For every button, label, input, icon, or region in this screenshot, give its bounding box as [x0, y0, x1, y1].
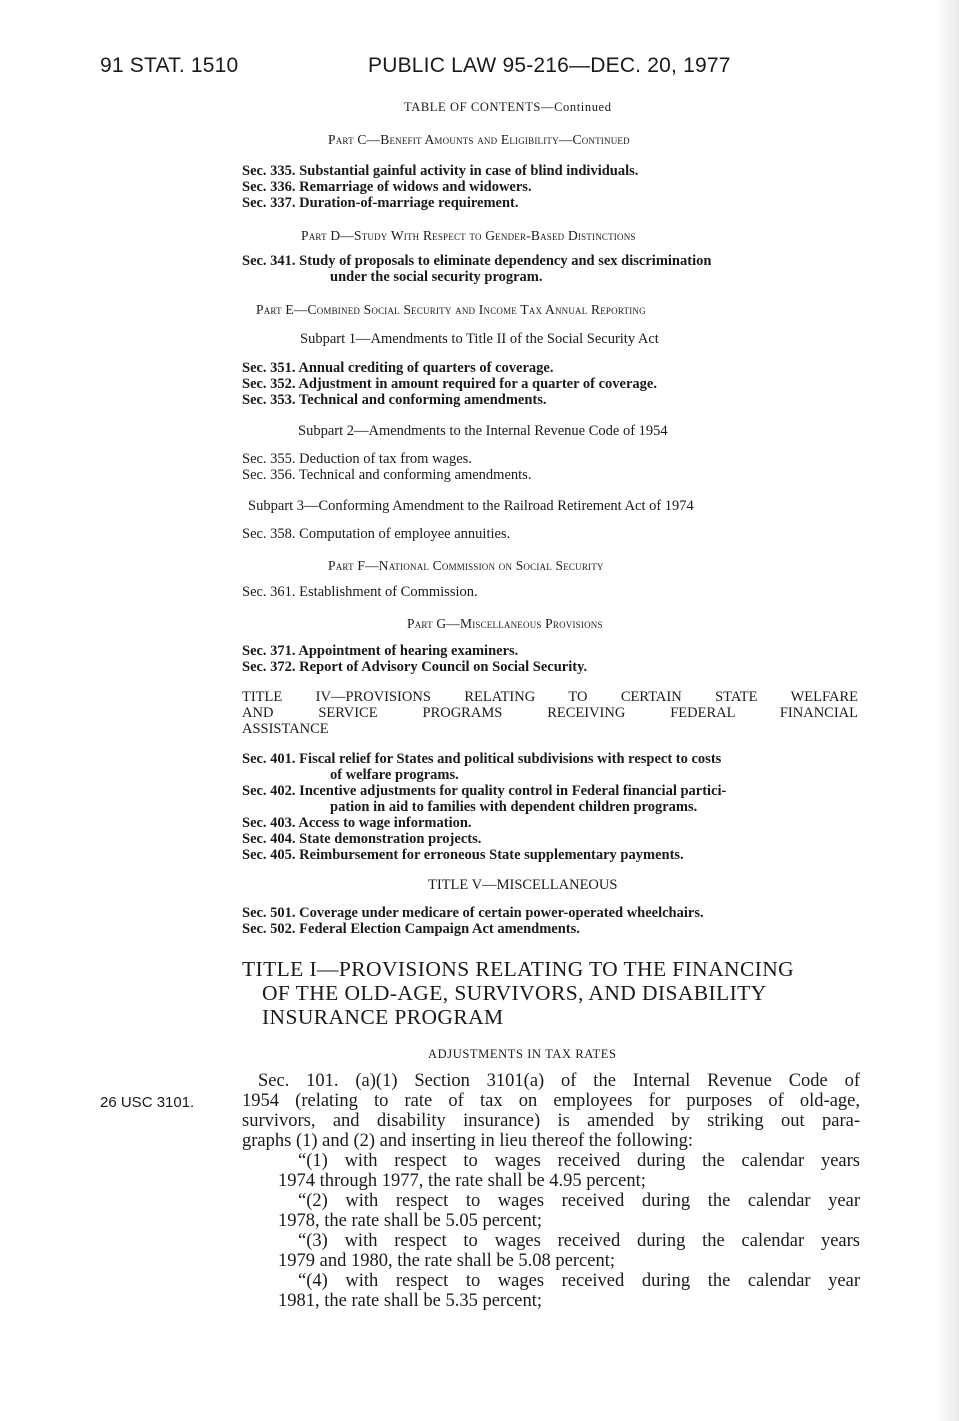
title-1-heading-line: TITLE I—PROVISIONS RELATING TO THE FINANCING — [242, 957, 795, 981]
title-1-heading-line: INSURANCE PROGRAM — [262, 1005, 504, 1029]
body-text-line: “(4) with respect to wages received during the calendar year — [298, 1271, 860, 1291]
toc-entry: Sec. 337. Duration-of-marriage requirement. — [242, 195, 519, 211]
body-text-line: “(2) with respect to wages received during the calendar year — [298, 1191, 860, 1211]
body-text-line: graphs (1) and (2) and inserting in lieu thereof the following: — [242, 1131, 694, 1151]
toc-subpart-3: Subpart 3—Conforming Amendment to the Railroad Retirement Act of 1974 — [248, 498, 694, 514]
toc-title-4-line: AND SERVICE PROGRAMS RECEIVING FEDERAL FINANCIAL — [242, 705, 858, 721]
running-header: PUBLIC LAW 95-216—DEC. 20, 1977 — [368, 54, 731, 77]
body-text-line: Sec. 101. (a)(1) Section 3101(a) of the Internal Revenue Code of — [258, 1071, 860, 1091]
toc-part-d: Part D—Study With Respect to Gender-Based Distinctions — [301, 228, 636, 243]
toc-entry: Sec. 404. State demonstration projects. — [242, 831, 482, 847]
body-text-line: 1978, the rate shall be 5.05 percent; — [278, 1211, 543, 1231]
toc-entry-continuation: under the social security program. — [330, 269, 543, 285]
body-text-line: 1954 (relating to rate of tax on employees for purposes of old-age, — [242, 1091, 860, 1111]
page-edge-shadow — [935, 0, 959, 1421]
toc-entry: Sec. 355. Deduction of tax from wages. — [242, 451, 472, 467]
toc-entry: Sec. 405. Reimbursement for erroneous State supplementary payments. — [242, 847, 684, 863]
toc-entry: Sec. 352. Adjustment in amount required for a quarter of coverage. — [242, 376, 657, 392]
toc-part-f: Part F—National Commission on Social Security — [328, 558, 604, 573]
toc-entry: Sec. 402. Incentive adjustments for quality control in Federal financial partici- — [242, 783, 727, 799]
toc-title-5: TITLE V—MISCELLANEOUS — [428, 877, 618, 893]
toc-title-4-line: TITLE IV—PROVISIONS RELATING TO CERTAIN STATE WELFARE — [242, 689, 858, 705]
toc-entry-continuation: pation in aid to families with dependent children programs. — [330, 799, 698, 815]
toc-subpart-2: Subpart 2—Amendments to the Internal Revenue Code of 1954 — [298, 423, 668, 439]
toc-entry: Sec. 351. Annual crediting of quarters of coverage. — [242, 360, 554, 376]
toc-part-g: Part G—Miscellaneous Provisions — [407, 616, 603, 631]
toc-entry: Sec. 502. Federal Election Campaign Act amendments. — [242, 921, 580, 937]
title-1-heading-line: OF THE OLD-AGE, SURVIVORS, AND DISABILITY — [262, 981, 767, 1005]
toc-entry: Sec. 501. Coverage under medicare of certain power-operated wheelchairs. — [242, 905, 704, 921]
margin-citation: 26 USC 3101. — [100, 1094, 195, 1111]
stat-page-number: 91 STAT. 1510 — [100, 54, 239, 77]
toc-entry-continuation: of welfare programs. — [330, 767, 459, 783]
toc-entry: Sec. 335. Substantial gainful activity in case of blind individuals. — [242, 163, 639, 179]
toc-part-e: Part E—Combined Social Security and Income Tax Annual Reporting — [256, 302, 646, 317]
toc-entry: Sec. 372. Report of Advisory Council on Social Security. — [242, 659, 588, 675]
toc-heading: TABLE OF CONTENTS—Continued — [404, 100, 612, 114]
toc-entry: Sec. 353. Technical and conforming amendments. — [242, 392, 547, 408]
toc-entry: Sec. 358. Computation of employee annuities. — [242, 526, 511, 542]
toc-title-4-line: ASSISTANCE — [242, 721, 329, 737]
toc-entry: Sec. 356. Technical and conforming amendments. — [242, 467, 532, 483]
toc-entry: Sec. 361. Establishment of Commission. — [242, 584, 478, 600]
toc-entry: Sec. 336. Remarriage of widows and widowers. — [242, 179, 532, 195]
toc-part-c: Part C—Benefit Amounts and Eligibility—Continued — [328, 132, 630, 147]
body-text-line: survivors, and disability insurance) is amended by striking out para- — [242, 1111, 860, 1131]
toc-entry: Sec. 401. Fiscal relief for States and political subdivisions with respect to costs — [242, 751, 722, 767]
body-text-line: 1974 through 1977, the rate shall be 4.95 percent; — [278, 1171, 646, 1191]
toc-entry: Sec. 403. Access to wage information. — [242, 815, 472, 831]
body-text-line: “(3) with respect to wages received during the calendar years — [298, 1231, 860, 1251]
body-text-line: “(1) with respect to wages received during the calendar years — [298, 1151, 860, 1171]
section-subheading: ADJUSTMENTS IN TAX RATES — [428, 1047, 617, 1061]
body-text-line: 1981, the rate shall be 5.35 percent; — [278, 1291, 543, 1311]
toc-entry: Sec. 371. Appointment of hearing examiners. — [242, 643, 519, 659]
body-text-line: 1979 and 1980, the rate shall be 5.08 percent; — [278, 1251, 616, 1271]
toc-entry: Sec. 341. Study of proposals to eliminate dependency and sex discrimination — [242, 253, 712, 269]
toc-subpart-1: Subpart 1—Amendments to Title II of the Social Security Act — [300, 331, 659, 347]
